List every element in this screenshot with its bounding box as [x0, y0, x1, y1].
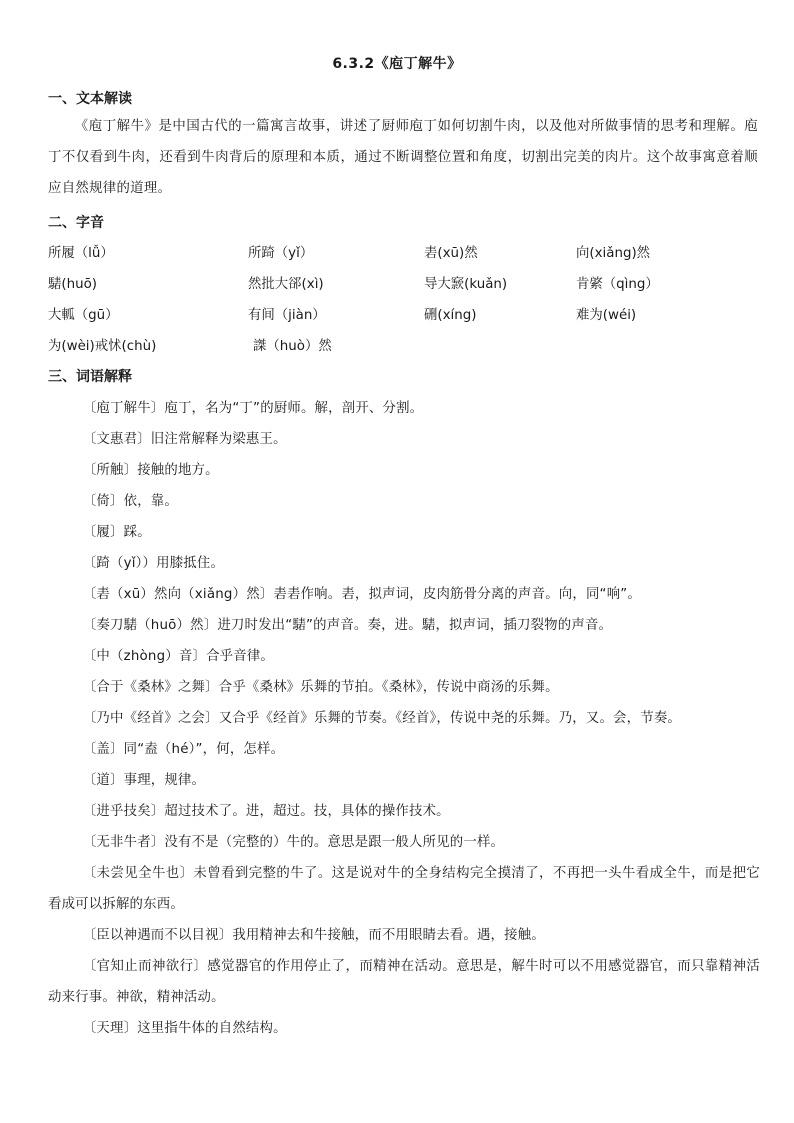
- pronunciation-item: 砉(xū)然: [424, 246, 478, 261]
- vocabulary-item: 〔踦（yǐ））用膝抵住。: [82, 556, 225, 571]
- vocabulary-item: 〔盖〕同“盍（hé）”，何，怎样。: [82, 742, 285, 757]
- pronunciation-item: 謋（huò）然: [253, 339, 332, 354]
- vocabulary-item: 〔道〕事理，规律。: [82, 773, 206, 788]
- vocabulary-item: 〔履〕踩。: [82, 525, 151, 540]
- pronunciation-item: 向(xiǎng)然: [576, 246, 651, 261]
- vocabulary-list: [48, 393, 760, 1044]
- vocabulary-item: 〔臣以神遇而不以目视〕我用精神去和牛接触，而不用眼睛去看。遇，接触。: [82, 928, 545, 943]
- vocabulary-item: 〔倚〕依，靠。: [82, 494, 178, 509]
- vocabulary-item: 〔所触〕接触的地方。: [82, 463, 219, 478]
- pronunciation-row: [48, 300, 758, 331]
- vocabulary-item: 〔天理〕这里指牛体的自然结构。: [82, 1021, 287, 1036]
- interpretation-paragraph: 《庖丁解牛》是中国古代的一篇寓言故事，讲述了厨师庖丁如何切割牛肉，以及他对所做事情的思考和理解。庖丁不仅看到牛肉，还看到牛肉背后的原理和本质，通过不断调整位置和角度，切割出完美的肉片。这个故事寓意着顺应自然规律的道理。: [48, 119, 758, 196]
- vocabulary-item: 〔中（zhòng）音〕合乎音律。: [82, 649, 275, 664]
- pronunciation-item: 硎(xíng): [424, 308, 477, 323]
- vocabulary-item: 〔进乎技矣〕超过技术了。进，超过。技，具体的操作技术。: [82, 804, 450, 819]
- pronunciation-row: [48, 331, 758, 362]
- vocabulary-item: 〔未尝见全牛也〕未曾看到完整的牛了。这是说对牛的全身结构完全摸清了，不再把一头牛看成全牛，而是把它看成可以拆解的东西。: [48, 866, 760, 912]
- pronunciation-item: 难为(wéi): [576, 308, 637, 323]
- pronunciation-item: 肯綮（qìng）: [576, 277, 659, 292]
- vocabulary-item: 〔文惠君〕旧注常解释为梁惠王。: [82, 432, 287, 447]
- section-heading-vocabulary: 三、词语解释: [48, 369, 132, 385]
- pronunciation-grid: [48, 238, 758, 362]
- pronunciation-item: 有间（jiàn）: [248, 308, 326, 323]
- pronunciation-item: 导大窾(kuǎn): [424, 277, 508, 292]
- pronunciation-row: [48, 238, 758, 269]
- pronunciation-item: 所踦（yǐ）: [248, 246, 314, 261]
- pronunciation-item: 騞(huō): [48, 277, 98, 292]
- section-heading-interpretation: 一、文本解读: [48, 91, 132, 107]
- page-title: 6.3.2《庖丁解牛》: [332, 56, 462, 72]
- pronunciation-item: 大軱（gū）: [48, 308, 119, 323]
- vocabulary-item: 〔砉（xū）然向（xiǎng）然〕砉砉作响。砉，拟声词，皮肉筋骨分离的声音。向，同“响”。: [82, 587, 642, 602]
- vocabulary-item: 〔乃中《经首》之会〕又合乎《经首》乐舞的节奏。《经首》，传说中尧的乐舞。乃，又。会，节奏。: [82, 711, 682, 726]
- pronunciation-item: 然批大郤(xì): [248, 277, 324, 292]
- vocabulary-item: 〔合于《桑林》之舞〕合乎《桑林》乐舞的节拍。《桑林》，传说中商汤的乐舞。: [82, 680, 559, 695]
- vocabulary-item: 〔奏刀騞（huō）然〕进刀时发出“騞”的声音。奏，进。騞，拟声词，插刀裂物的声音。: [82, 618, 613, 633]
- pronunciation-item: 为(wèi)戒怵(chù): [48, 339, 157, 354]
- section-heading-pronunciation: 二、字音: [48, 215, 104, 231]
- pronunciation-row: [48, 269, 758, 300]
- vocabulary-item: 〔无非牛者〕没有不是（完整的）牛的。意思是跟一般人所见的一样。: [82, 835, 505, 850]
- pronunciation-item: 所履（lǚ）: [48, 246, 114, 261]
- vocabulary-item: 〔官知止而神欲行〕感觉器官的作用停止了，而精神在活动。意思是，解牛时可以不用感觉器官，而只靠精神活动来行事。神欲，精神活动。: [48, 959, 760, 1005]
- vocabulary-item: 〔庖丁解牛〕庖丁，名为“丁”的厨师。解，剖开、分割。: [82, 401, 424, 416]
